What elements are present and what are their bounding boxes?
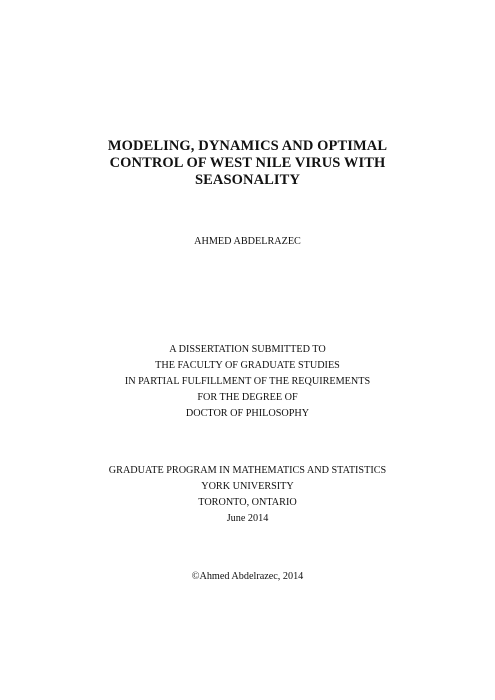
title-line-2: CONTROL OF WEST NILE VIRUS WITH	[109, 155, 386, 171]
title-line-3: SEASONALITY	[194, 172, 301, 188]
location: TORONTO, ONTARIO	[198, 497, 297, 508]
program-name: GRADUATE PROGRAM IN MATHEMATICS AND STATISTICS	[108, 465, 387, 476]
submission-line-1: A DISSERTATION SUBMITTED TO	[169, 344, 326, 355]
submission-line-5: DOCTOR OF PHILOSOPHY	[185, 408, 310, 419]
university-name: YORK UNIVERSITY	[201, 481, 294, 492]
submission-line-2: THE FACULTY OF GRADUATE STUDIES	[155, 360, 340, 371]
submission-date: June 2014	[226, 513, 269, 524]
author-name: AHMED ABDELRAZEC	[194, 236, 301, 247]
submission-line-3: IN PARTIAL FULFILLMENT OF THE REQUIREMENTS	[124, 376, 371, 387]
copyright-notice: ©Ahmed Abdelrazec, 2014	[191, 571, 304, 582]
submission-line-4: FOR THE DEGREE OF	[197, 392, 298, 403]
title-line-1: MODELING, DYNAMICS AND OPTIMAL	[107, 138, 388, 154]
